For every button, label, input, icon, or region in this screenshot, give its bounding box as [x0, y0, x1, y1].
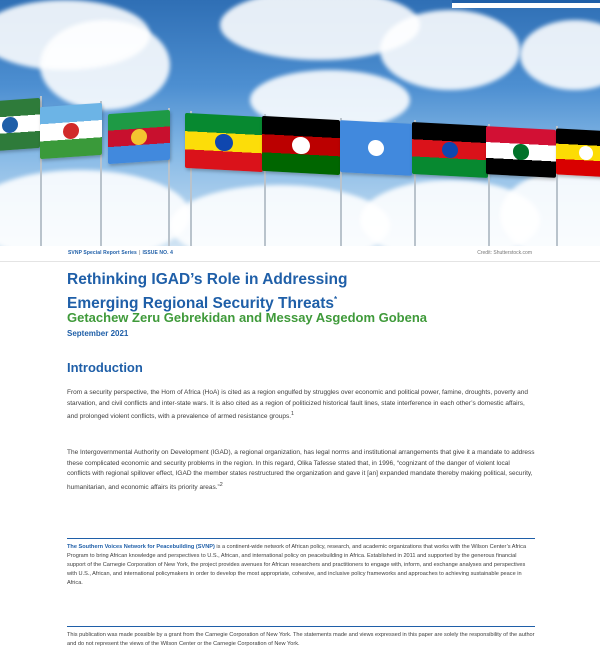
report-title-line1: Rethinking IGAD’s Role in Addressing — [67, 271, 348, 288]
report-title — [67, 270, 537, 314]
hero-photo — [0, 0, 600, 246]
sudan-flag — [486, 126, 556, 178]
kenya-flag — [262, 116, 340, 175]
somalia-flag — [340, 120, 412, 176]
flag-emblem — [368, 139, 385, 156]
report-title-line2: Emerging Regional Security Threats — [67, 295, 335, 313]
south-sudan-flag — [412, 122, 488, 178]
intro-paragraph-2-text: The Intergovernmental Authority on Development (IGAD), a regional organization, has legal norms and institutional arrangements that give it a mandate to address these complicated economic and security problems in the region. In this regard, Olika Tafesse stated that, in 1996, “cognizant of the danger of violent local conflicts with regional spillover effect, IGAD the member states restructured the organization and gave it [an] expanded mandate thereby making political, security, humanitarian, and economic affairs its priority areas.” — [67, 449, 535, 491]
disclaimer-text: This publication was made possible by a grant from the Carnegie Corporation of New York. The statements made and views expressed in this paper are solely the responsibility of the author and do not represent the views of the Wilson Center or the Carnegie Corporation of New York. — [67, 632, 535, 648]
report-authors: Getachew Zeru Gebrekidan and Messay Asgedom Gobena — [67, 310, 428, 325]
eritrea-flag — [108, 110, 170, 164]
box-top-rule — [67, 538, 535, 539]
djibouti-flag — [40, 103, 102, 159]
box-bottom-rule — [67, 626, 535, 627]
meta-bar — [0, 246, 600, 262]
flag-emblem — [579, 145, 594, 160]
series-label: SVNP Special Report Series | ISSUE NO. 4 — [68, 250, 173, 256]
title-footnote-mark: * — [334, 295, 338, 304]
igad-flag — [0, 98, 40, 152]
flag-emblem — [215, 133, 233, 152]
svnp-description — [67, 543, 535, 588]
section-heading-introduction: Introduction — [67, 360, 143, 375]
intro-paragraph-1 — [67, 388, 535, 423]
svnp-org-name: The Southern Voices Network for Peacebuilding (SVNP) — [67, 544, 215, 550]
photo-credit: Credit: Shutterstock.com — [477, 250, 532, 256]
flag-emblem — [2, 116, 18, 133]
flag-emblem — [131, 128, 147, 145]
issue-label: ISSUE NO. 4 — [142, 250, 173, 256]
ethiopia-flag — [185, 113, 263, 172]
flag-emblem — [63, 122, 80, 140]
uganda-flag — [556, 128, 600, 177]
flag-emblem — [292, 136, 310, 155]
logo-strip-line — [452, 0, 600, 3]
series-name: SVNP Special Report Series — [68, 250, 137, 256]
intro-paragraph-1-text: From a security perspective, the Horn of Africa (HoA) is cited as a region engulfed by struggles over economic and political power, famine, droughts, poverty and starvation, and civil conflicts and inter-state wars. It is also cited as a region of politicized historical fault lines, state interference in each other’s domestic affairs, and prolonged violent conflicts, with a prevalence of armed resistance groups. — [67, 389, 529, 421]
intro-paragraph-2 — [67, 448, 535, 494]
report-date: September 2021 — [67, 329, 129, 338]
footnote-ref-2[interactable]: 2 — [219, 481, 223, 488]
flag-emblem — [442, 141, 459, 158]
footnote-ref-1[interactable]: 1 — [291, 411, 295, 418]
svnp-text: is a continent-wide network of African policy, research, and academic organizations that works with the Wilson Center’s Africa Program to bring African knowledge and perspectives to U.S., African, and international policy on peacebuilding in Africa. Established in 2011 and supported by the generous financial support of the Carnegie Corporation of New York, the project provides avenues for African researchers and practitioners to engage with, inform, and exchange analyses and perspectives with U.S., African, and international policymakers in order to develop the most appropriate, cohesive, and inclusive policy frameworks and approaches to achieving sustainable peace in Africa. — [67, 544, 527, 587]
flag-emblem — [513, 144, 528, 160]
